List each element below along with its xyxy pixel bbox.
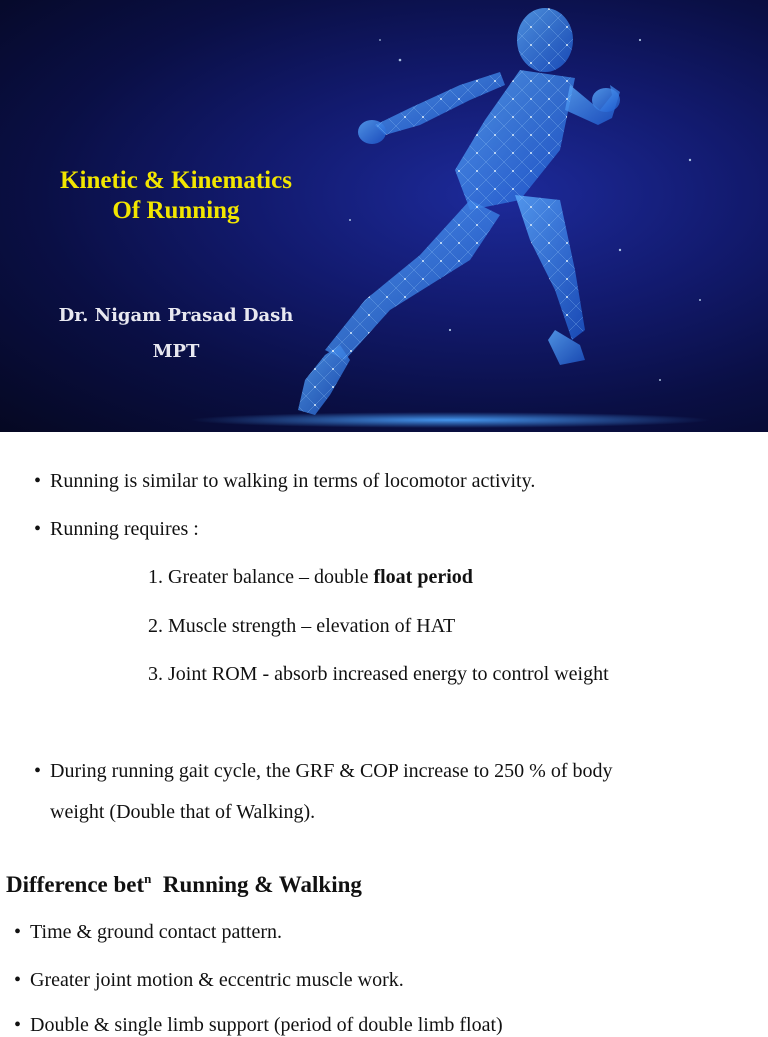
bullet-marker: •: [14, 921, 22, 943]
bullet-gait-cycle: [34, 759, 613, 783]
requirement-1: [148, 565, 473, 589]
bullet-running-requires: [34, 517, 199, 541]
bullet-marker: •: [34, 760, 42, 782]
title-slide: [0, 0, 768, 432]
section-heading-text-rest: Running & Walking: [151, 872, 362, 897]
author-degree: MPT: [152, 341, 200, 362]
bullet-text: During running gait cycle, the GRF & COP increase to 250 % of body: [50, 760, 613, 782]
bullet-marker: •: [34, 470, 42, 492]
bullet-marker: •: [14, 969, 22, 991]
bullet-running-similar: [34, 469, 535, 493]
difference-item-3: [14, 1013, 503, 1037]
requirement-1-text: 1. Greater balance – double: [148, 566, 374, 588]
bullet-text: Time & ground contact pattern.: [30, 921, 282, 943]
slide-title-line-2: Of Running: [112, 197, 240, 224]
requirement-2: 2. Muscle strength – elevation of HAT: [148, 615, 456, 637]
bullet-gait-cycle-continued: weight (Double that of Walking).: [50, 801, 316, 823]
requirement-1-emphasis: float period: [373, 566, 473, 588]
section-heading-superscript: n: [144, 871, 152, 886]
requirement-3: 3. Joint ROM - absorb increased energy to control weight: [148, 663, 609, 685]
difference-item-1: [14, 920, 282, 944]
slide-title: [30, 166, 322, 226]
difference-item-2: [14, 968, 404, 992]
runner-body: [298, 8, 620, 415]
bullet-text: Greater joint motion & eccentric muscle work.: [30, 969, 404, 991]
bullet-text: Double & single limb support (period of double limb float): [30, 1014, 503, 1036]
author-name: Dr. Nigam Prasad Dash: [58, 305, 294, 326]
bullet-text: Running is similar to walking in terms of locomotor activity.: [50, 470, 536, 492]
section-heading: [6, 871, 362, 898]
slide-title-line-1: Kinetic & Kinematics: [60, 167, 292, 194]
bullet-marker: •: [34, 518, 42, 540]
bullet-text: Running requires :: [50, 518, 199, 540]
section-heading-text: Difference bet: [6, 872, 145, 897]
bullet-marker: •: [14, 1014, 22, 1036]
